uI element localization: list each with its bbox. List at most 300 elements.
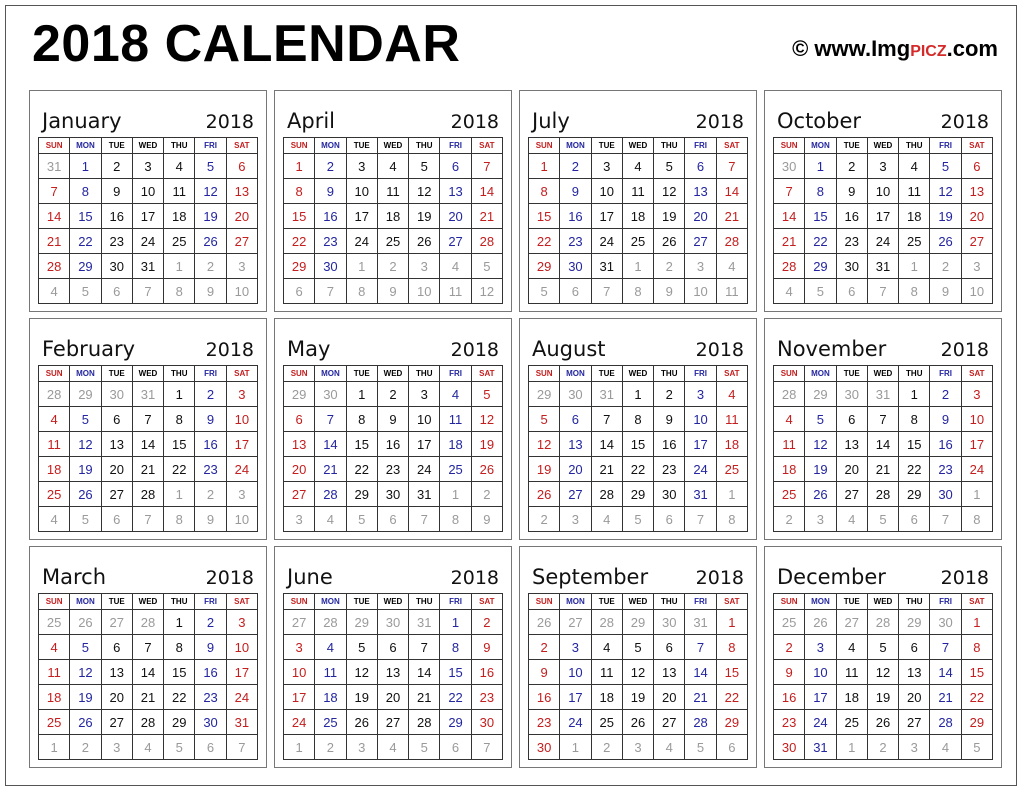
weekday-header: WED <box>867 594 898 610</box>
day-cell: 19 <box>529 457 560 482</box>
day-cell: 12 <box>409 179 440 204</box>
day-cell: 22 <box>346 457 377 482</box>
day-cell-other-month: 7 <box>315 279 346 304</box>
month-year: 2018 <box>450 567 499 589</box>
day-cell: 10 <box>226 635 257 660</box>
month-year: 2018 <box>450 339 499 361</box>
day-cell-other-month: 5 <box>685 735 716 760</box>
week-row <box>529 507 748 532</box>
day-cell: 24 <box>560 710 591 735</box>
week-row <box>529 457 748 482</box>
week-row <box>774 432 993 457</box>
day-cell: 5 <box>195 154 226 179</box>
day-cell-other-month: 11 <box>716 279 747 304</box>
day-cell-other-month: 2 <box>529 507 560 532</box>
weekday-header: SUN <box>529 138 560 154</box>
weekday-header: TUE <box>591 138 622 154</box>
month-name: July <box>532 109 570 133</box>
day-cell: 26 <box>529 482 560 507</box>
day-cell: 28 <box>471 229 502 254</box>
day-cell: 20 <box>226 204 257 229</box>
day-cell-other-month: 7 <box>471 735 502 760</box>
weekday-header: SAT <box>961 594 992 610</box>
day-cell: 14 <box>716 179 747 204</box>
day-cell: 7 <box>132 635 163 660</box>
day-cell: 16 <box>836 204 867 229</box>
month-table <box>528 137 748 304</box>
day-cell: 6 <box>377 635 408 660</box>
month-january <box>29 90 267 312</box>
day-cell: 10 <box>560 660 591 685</box>
day-cell: 16 <box>377 432 408 457</box>
day-cell: 16 <box>654 432 685 457</box>
week-row <box>529 710 748 735</box>
day-cell-other-month: 29 <box>529 382 560 407</box>
day-cell: 12 <box>70 432 101 457</box>
day-cell: 6 <box>961 154 992 179</box>
day-cell: 13 <box>836 432 867 457</box>
day-cell: 5 <box>930 154 961 179</box>
day-cell: 26 <box>70 482 101 507</box>
week-row <box>284 685 503 710</box>
day-cell: 16 <box>315 204 346 229</box>
day-cell-other-month: 1 <box>346 254 377 279</box>
week-row <box>529 179 748 204</box>
day-cell-other-month: 8 <box>961 507 992 532</box>
day-cell-other-month: 30 <box>930 610 961 635</box>
day-cell: 26 <box>346 710 377 735</box>
day-cell: 30 <box>654 482 685 507</box>
day-cell: 11 <box>716 407 747 432</box>
day-cell-other-month: 4 <box>716 254 747 279</box>
day-cell: 1 <box>529 154 560 179</box>
day-cell: 30 <box>377 482 408 507</box>
week-row <box>284 482 503 507</box>
day-cell: 16 <box>529 685 560 710</box>
day-cell: 10 <box>409 407 440 432</box>
day-cell: 21 <box>132 685 163 710</box>
day-cell-other-month: 4 <box>377 735 408 760</box>
day-cell: 6 <box>284 407 315 432</box>
day-cell: 26 <box>70 710 101 735</box>
weekday-header: WED <box>377 594 408 610</box>
day-cell-other-month: 3 <box>346 735 377 760</box>
day-cell: 9 <box>654 407 685 432</box>
day-cell: 8 <box>961 635 992 660</box>
week-row <box>774 507 993 532</box>
day-cell-other-month: 31 <box>39 154 70 179</box>
day-cell-other-month: 7 <box>591 279 622 304</box>
day-cell: 24 <box>346 229 377 254</box>
day-cell-other-month: 6 <box>377 507 408 532</box>
day-cell: 2 <box>560 154 591 179</box>
weekday-header: SAT <box>961 138 992 154</box>
weekday-header: SUN <box>284 594 315 610</box>
weekday-header: TUE <box>591 366 622 382</box>
day-cell-other-month: 3 <box>101 735 132 760</box>
day-cell-other-month: 25 <box>39 610 70 635</box>
day-cell: 30 <box>315 254 346 279</box>
week-row <box>39 432 258 457</box>
month-year: 2018 <box>695 339 744 361</box>
day-cell-other-month: 1 <box>440 482 471 507</box>
weekday-header: SUN <box>529 594 560 610</box>
day-cell: 18 <box>315 685 346 710</box>
day-cell: 8 <box>529 179 560 204</box>
day-cell: 14 <box>774 204 805 229</box>
day-cell: 3 <box>132 154 163 179</box>
week-row <box>284 279 503 304</box>
day-cell: 28 <box>930 710 961 735</box>
day-cell-other-month: 8 <box>716 507 747 532</box>
day-cell: 12 <box>70 660 101 685</box>
day-cell: 11 <box>164 179 195 204</box>
day-cell-other-month: 3 <box>226 482 257 507</box>
day-cell: 1 <box>70 154 101 179</box>
weekday-header: TUE <box>836 594 867 610</box>
day-cell: 2 <box>654 382 685 407</box>
day-cell: 29 <box>284 254 315 279</box>
weekday-header: MON <box>70 594 101 610</box>
day-cell: 10 <box>346 179 377 204</box>
day-cell: 1 <box>805 154 836 179</box>
weekday-header: TUE <box>346 594 377 610</box>
copyright-suffix: .com <box>946 36 998 61</box>
day-cell: 27 <box>226 229 257 254</box>
day-cell: 18 <box>716 432 747 457</box>
month-table <box>38 365 258 532</box>
day-cell-other-month: 4 <box>315 507 346 532</box>
weekday-header: SUN <box>529 366 560 382</box>
day-cell: 24 <box>284 710 315 735</box>
month-table <box>38 137 258 304</box>
day-cell: 16 <box>560 204 591 229</box>
day-cell-other-month: 7 <box>132 279 163 304</box>
weekday-header: TUE <box>591 594 622 610</box>
calendar-grid <box>29 90 999 770</box>
day-cell: 31 <box>226 710 257 735</box>
day-cell: 9 <box>101 179 132 204</box>
day-cell: 15 <box>716 660 747 685</box>
month-header <box>528 547 748 593</box>
day-cell: 27 <box>284 482 315 507</box>
day-cell: 12 <box>471 407 502 432</box>
day-cell: 30 <box>836 254 867 279</box>
month-name: April <box>287 109 335 133</box>
day-cell: 13 <box>560 432 591 457</box>
day-cell: 20 <box>284 457 315 482</box>
day-cell: 23 <box>930 457 961 482</box>
day-cell: 14 <box>930 660 961 685</box>
week-row <box>529 279 748 304</box>
day-cell: 27 <box>101 710 132 735</box>
copyright-accent: PICZ <box>910 43 947 60</box>
day-cell: 12 <box>529 432 560 457</box>
day-cell: 17 <box>685 432 716 457</box>
weekday-header: TUE <box>836 366 867 382</box>
month-name: March <box>42 565 107 589</box>
day-cell-other-month: 1 <box>836 735 867 760</box>
day-cell: 22 <box>284 229 315 254</box>
day-cell: 27 <box>101 482 132 507</box>
day-cell: 20 <box>560 457 591 482</box>
day-cell: 4 <box>774 407 805 432</box>
month-table <box>38 593 258 760</box>
day-cell: 13 <box>377 660 408 685</box>
day-cell-other-month: 6 <box>101 279 132 304</box>
week-row <box>774 179 993 204</box>
weekday-header: THU <box>164 366 195 382</box>
day-cell: 30 <box>471 710 502 735</box>
weekday-header: MON <box>315 366 346 382</box>
day-cell: 13 <box>654 660 685 685</box>
day-cell-other-month: 1 <box>560 735 591 760</box>
day-cell: 15 <box>164 432 195 457</box>
day-cell: 10 <box>226 407 257 432</box>
weekday-header: TUE <box>346 138 377 154</box>
day-cell: 14 <box>132 432 163 457</box>
day-cell: 15 <box>346 432 377 457</box>
day-cell: 3 <box>284 635 315 660</box>
month-header <box>773 319 993 365</box>
day-cell: 8 <box>164 407 195 432</box>
day-cell-other-month: 9 <box>930 279 961 304</box>
day-cell: 23 <box>471 685 502 710</box>
week-row <box>39 204 258 229</box>
week-row <box>284 154 503 179</box>
day-cell-other-month: 3 <box>226 254 257 279</box>
copyright-notice <box>792 38 998 60</box>
day-cell: 3 <box>685 382 716 407</box>
week-row <box>774 204 993 229</box>
day-cell: 30 <box>930 482 961 507</box>
day-cell: 10 <box>132 179 163 204</box>
day-cell-other-month: 30 <box>377 610 408 635</box>
week-row <box>529 635 748 660</box>
day-cell: 29 <box>440 710 471 735</box>
day-cell: 17 <box>961 432 992 457</box>
day-cell: 29 <box>622 482 653 507</box>
week-row <box>284 660 503 685</box>
day-cell: 28 <box>409 710 440 735</box>
day-cell: 24 <box>226 457 257 482</box>
weekday-header: SAT <box>226 138 257 154</box>
day-cell-other-month: 28 <box>315 610 346 635</box>
day-cell: 10 <box>805 660 836 685</box>
day-cell: 22 <box>164 457 195 482</box>
week-row <box>284 710 503 735</box>
day-cell: 14 <box>471 179 502 204</box>
day-cell: 13 <box>685 179 716 204</box>
day-cell: 25 <box>622 229 653 254</box>
weekday-header: SUN <box>284 138 315 154</box>
day-cell: 27 <box>377 710 408 735</box>
day-cell: 19 <box>867 685 898 710</box>
weekday-header: FRI <box>685 594 716 610</box>
week-row <box>529 407 748 432</box>
day-cell: 19 <box>805 457 836 482</box>
day-cell: 27 <box>836 482 867 507</box>
day-cell: 21 <box>774 229 805 254</box>
week-row <box>529 735 748 760</box>
day-cell: 18 <box>591 685 622 710</box>
month-name: February <box>42 337 136 361</box>
week-row <box>774 685 993 710</box>
day-cell: 6 <box>685 154 716 179</box>
day-cell: 18 <box>622 204 653 229</box>
day-cell: 5 <box>529 407 560 432</box>
month-name: January <box>42 109 122 133</box>
month-header <box>283 91 503 137</box>
week-row <box>529 660 748 685</box>
day-cell: 16 <box>774 685 805 710</box>
weekday-header: WED <box>867 366 898 382</box>
week-row <box>529 482 748 507</box>
day-cell: 22 <box>716 685 747 710</box>
day-cell: 12 <box>930 179 961 204</box>
day-cell-other-month: 29 <box>346 610 377 635</box>
day-cell: 31 <box>132 254 163 279</box>
day-cell: 21 <box>409 685 440 710</box>
week-row <box>39 154 258 179</box>
day-cell-other-month: 3 <box>409 254 440 279</box>
week-row <box>529 254 748 279</box>
day-cell: 16 <box>101 204 132 229</box>
day-cell-other-month: 28 <box>132 610 163 635</box>
month-november <box>764 318 1002 540</box>
day-cell: 4 <box>377 154 408 179</box>
day-cell: 7 <box>716 154 747 179</box>
day-cell: 8 <box>805 179 836 204</box>
day-cell: 24 <box>685 457 716 482</box>
week-row <box>774 660 993 685</box>
day-cell-other-month: 3 <box>961 254 992 279</box>
day-cell: 9 <box>471 635 502 660</box>
week-row <box>39 710 258 735</box>
day-cell: 25 <box>591 710 622 735</box>
month-july <box>519 90 757 312</box>
day-cell: 5 <box>409 154 440 179</box>
day-cell: 2 <box>774 635 805 660</box>
day-cell: 28 <box>39 254 70 279</box>
day-cell: 9 <box>836 179 867 204</box>
day-cell: 21 <box>591 457 622 482</box>
day-cell: 19 <box>471 432 502 457</box>
day-cell: 21 <box>685 685 716 710</box>
day-cell: 19 <box>346 685 377 710</box>
day-cell-other-month: 6 <box>284 279 315 304</box>
day-cell: 9 <box>774 660 805 685</box>
weekday-header: TUE <box>836 138 867 154</box>
day-cell: 2 <box>101 154 132 179</box>
copyright-prefix: © www.Img <box>792 36 911 61</box>
day-cell: 25 <box>39 482 70 507</box>
day-cell: 1 <box>164 382 195 407</box>
weekday-header: FRI <box>685 366 716 382</box>
weekday-header: SUN <box>774 138 805 154</box>
day-cell: 15 <box>70 204 101 229</box>
day-cell-other-month: 1 <box>39 735 70 760</box>
weekday-header: FRI <box>930 138 961 154</box>
day-cell: 5 <box>622 635 653 660</box>
day-cell: 20 <box>961 204 992 229</box>
day-cell-other-month: 4 <box>591 507 622 532</box>
day-cell-other-month: 5 <box>164 735 195 760</box>
month-header <box>38 547 258 593</box>
day-cell: 23 <box>101 229 132 254</box>
weekday-header: SAT <box>226 594 257 610</box>
weekday-header: SAT <box>471 366 502 382</box>
day-cell: 27 <box>899 710 930 735</box>
day-cell: 24 <box>591 229 622 254</box>
day-cell: 13 <box>899 660 930 685</box>
day-cell-other-month: 31 <box>409 610 440 635</box>
day-cell: 2 <box>930 382 961 407</box>
weekday-header: TUE <box>101 594 132 610</box>
month-september <box>519 546 757 768</box>
weekday-header: THU <box>409 366 440 382</box>
day-cell: 17 <box>346 204 377 229</box>
day-cell-other-month: 1 <box>622 254 653 279</box>
month-year: 2018 <box>940 339 989 361</box>
day-cell: 15 <box>164 660 195 685</box>
month-year: 2018 <box>695 111 744 133</box>
day-cell-other-month: 4 <box>132 735 163 760</box>
day-cell: 6 <box>899 635 930 660</box>
day-cell: 3 <box>409 382 440 407</box>
week-row <box>774 457 993 482</box>
weekday-header: TUE <box>101 138 132 154</box>
week-row <box>774 735 993 760</box>
month-name: September <box>532 565 649 589</box>
weekday-header: WED <box>622 138 653 154</box>
day-cell: 12 <box>195 179 226 204</box>
day-cell: 7 <box>867 407 898 432</box>
day-cell-other-month: 4 <box>836 507 867 532</box>
day-cell: 18 <box>836 685 867 710</box>
week-row <box>39 382 258 407</box>
week-row <box>284 432 503 457</box>
day-cell: 11 <box>377 179 408 204</box>
day-cell: 18 <box>440 432 471 457</box>
day-cell: 25 <box>377 229 408 254</box>
week-row <box>284 610 503 635</box>
day-cell-other-month: 2 <box>867 735 898 760</box>
day-cell: 13 <box>101 660 132 685</box>
day-cell-other-month: 10 <box>961 279 992 304</box>
day-cell-other-month: 30 <box>101 382 132 407</box>
week-row <box>774 154 993 179</box>
weekday-header: THU <box>164 138 195 154</box>
day-cell: 29 <box>805 254 836 279</box>
day-cell-other-month: 2 <box>377 254 408 279</box>
weekday-header: TUE <box>101 366 132 382</box>
day-cell: 3 <box>961 382 992 407</box>
day-cell: 15 <box>805 204 836 229</box>
day-cell-other-month: 2 <box>315 735 346 760</box>
month-name: December <box>777 565 886 589</box>
day-cell-other-month: 26 <box>70 610 101 635</box>
day-cell: 1 <box>716 610 747 635</box>
day-cell: 28 <box>132 482 163 507</box>
day-cell: 29 <box>961 710 992 735</box>
day-cell: 4 <box>899 154 930 179</box>
day-cell: 23 <box>529 710 560 735</box>
day-cell-other-month: 30 <box>836 382 867 407</box>
day-cell: 31 <box>867 254 898 279</box>
day-cell-other-month: 7 <box>132 507 163 532</box>
day-cell: 11 <box>39 660 70 685</box>
